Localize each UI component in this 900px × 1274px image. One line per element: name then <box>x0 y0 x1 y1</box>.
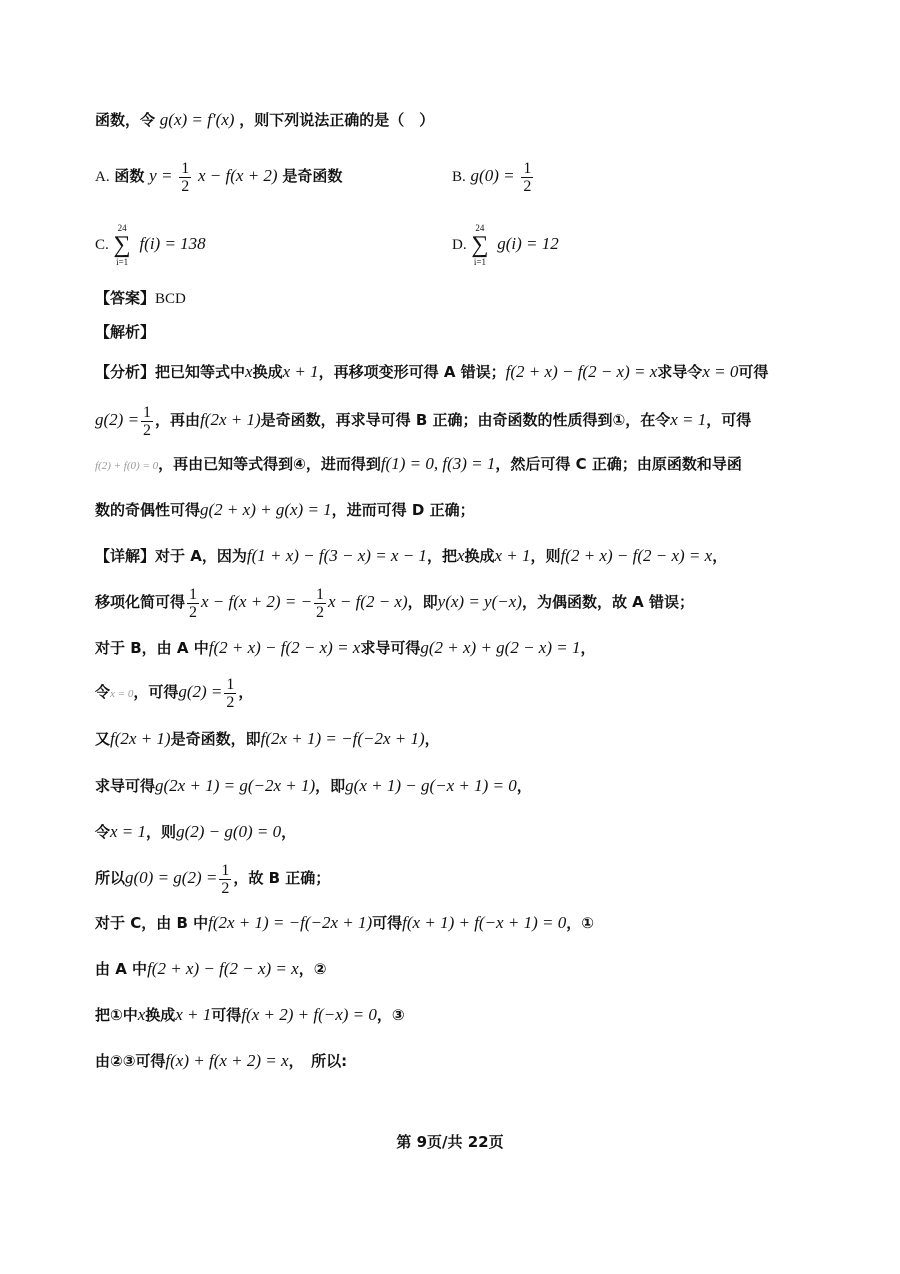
detail-line-1: 【详解】对于 A，因为f(1 + x) − f(3 − x) = x − 1，把x换成x + 1，则f(2 + x) − f(2 − x) = x， <box>95 546 728 565</box>
fraction: $\frac{1}{2}$ <box>181 159 190 195</box>
detail-line-2: 移项化简可得 $\frac{1}{2}$ x − f(x + 2) = − $\frac{1}{2}$ x − f(2 − x)，即y(x) = y(−x)，为偶函数，故 A 错误； <box>95 585 694 621</box>
detail-line-12: 由②③可得f(x) + f(x + 2) = x， 所以: <box>95 1051 348 1070</box>
detail-line-10: 由 A 中f(2 + x) − f(2 − x) = x，② <box>95 959 327 978</box>
analysis-line-1: 【分析】把已知等式中x换成x + 1，再移项变形可得 A 错误；f(2 + x) − f(2 − x) = x求导令x = 0可得 <box>95 362 769 381</box>
analysis-line-4: 数的奇偶性可得g(2 + x) + g(x) = 1，进而可得 D 正确； <box>95 500 475 519</box>
analysis-line-2: g(2) = $\frac{1}{2}$ ，再由f(2x + 1)是奇函数，再求导可得 B 正确；由奇函数的性质得到①，在令x = 1，可得 <box>95 403 752 439</box>
detail-line-4: 令x = 0，可得g(2) = $\frac{1}{2}$ ， <box>95 675 254 711</box>
option-d: D. 24 ∑ i=1 g(i) = 12 <box>452 223 559 267</box>
detail-line-3: 对于 B，由 A 中f(2 + x) − f(2 − x) = x求导可得g(2 + x) + g(2 − x) = 1， <box>95 638 596 657</box>
page-footer: 第 9页/共 22页 <box>396 1133 504 1151</box>
analysis-header: 【解析】 <box>95 323 156 341</box>
detail-line-8: 所以g(0) = g(2) = $\frac{1}{2}$ ，故 B 正确； <box>95 861 331 897</box>
detail-line-5: 又f(2x + 1)是奇函数，即f(2x + 1) = −f(−2x + 1)， <box>95 729 440 748</box>
detail-line-11: 把①中x换成x + 1可得f(x + 2) + f(−x) = 0，③ <box>95 1005 405 1024</box>
option-b: B. g(0) = $\frac{1}{2}$ <box>452 159 532 195</box>
analysis-line-3: f(2) + f(0) = 0，再由已知等式得到④，进而得到f(1) = 0, f(3) = 1，然后可得 C 正确；由原函数和导函 <box>95 454 742 473</box>
sum-symbol: 24 ∑ i=1 <box>471 223 489 267</box>
fraction: $\frac{1}{2}$ <box>523 159 532 195</box>
detail-line-9: 对于 C，由 B 中f(2x + 1) = −f(−2x + 1)可得f(x + 1) + f(−x + 1) = 0，① <box>95 913 594 932</box>
detail-line-7: 令x = 1，则g(2) − g(0) = 0， <box>95 822 297 841</box>
sum-symbol: 24 ∑ i=1 <box>113 223 131 267</box>
option-c: C. 24 ∑ i=1 f(i) = 138 <box>95 223 206 267</box>
answer-line: 【答案】BCD <box>95 289 186 307</box>
option-a: A. 函数 y = $\frac{1}{2}$ x − f(x + 2) 是奇函数 <box>95 159 343 195</box>
question-intro: 函数，令 g(x) = f′(x) ，则下列说法正确的是（ ） <box>95 110 435 129</box>
detail-line-6: 求导可得g(2x + 1) = g(−2x + 1)，即g(x + 1) − g(−x + 1) = 0， <box>95 776 532 795</box>
